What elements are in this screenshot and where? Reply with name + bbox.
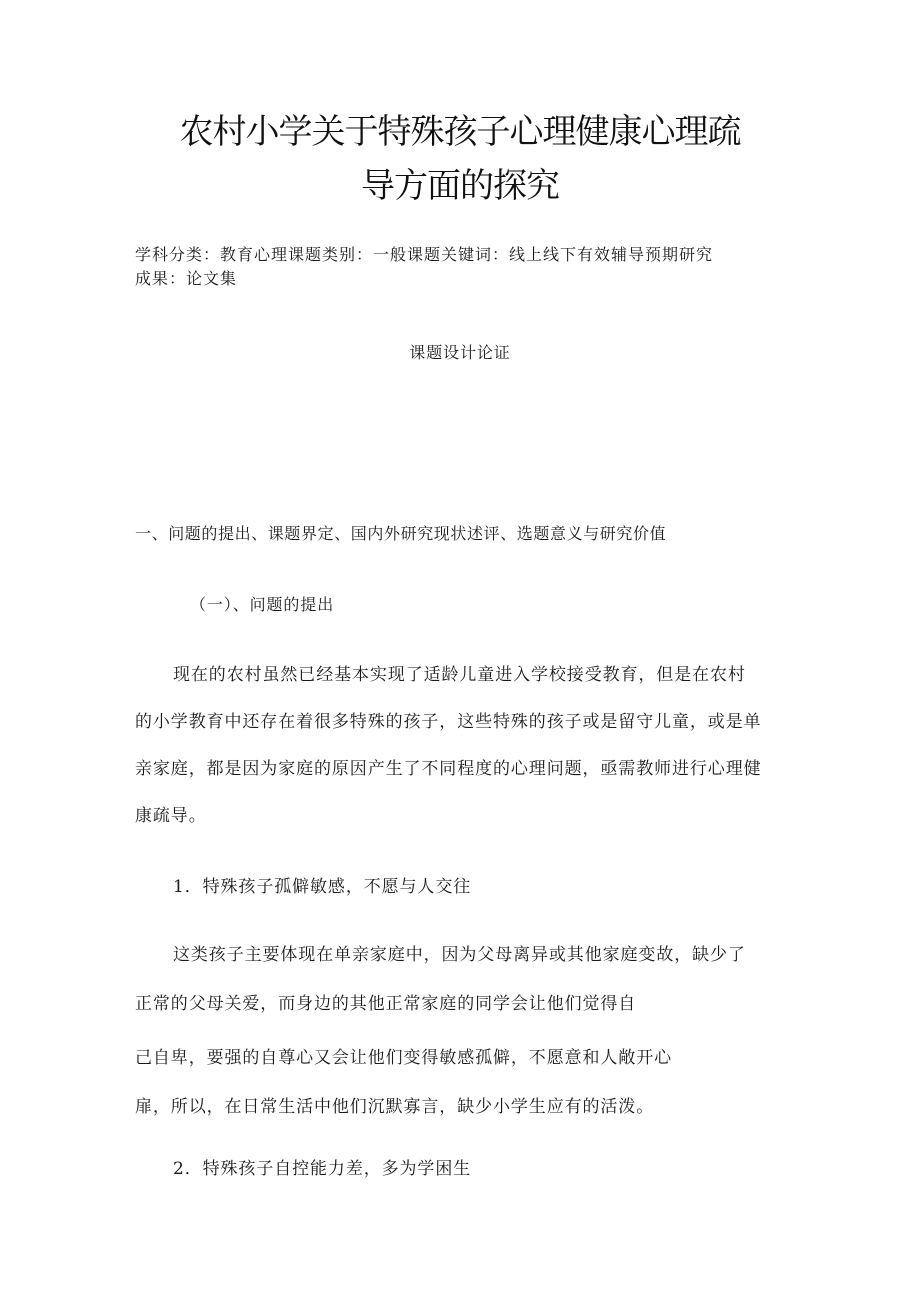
paragraph-1-line-3: 亲家庭，都是因为家庭的原因产生了不同程度的心理问题，亟需教师进行心理健 (135, 759, 762, 779)
paragraph-1-line-1: 现在的农村虽然已经基本实现了适龄儿童进入学校接受教育，但是在农村 (173, 665, 746, 685)
part1-heading: 一、问题的提出、课题界定、国内外研究现状述评、选题意义与研究价值 (135, 524, 667, 543)
subsection-heading: （一）、问题的提出 (190, 595, 335, 614)
paragraph-1-line-2: 的小学教育中还存在着很多特殊的孩子，这些特殊的孩子或是留守儿童，或是单 (135, 712, 762, 732)
paragraph-2-line-3: 己自卑，要强的自尊心又会让他们变得敏感孤僻，不愿意和人敞开心 (135, 1048, 672, 1068)
point-2-heading: 2．特殊孩子自控能力差，多为学困生 (173, 1159, 472, 1179)
meta-line-2: 成果：论文集 (135, 269, 238, 288)
paragraph-2-line-4: 扉，所以，在日常生活中他们沉默寡言，缺少小学生应有的活泼。 (135, 1097, 655, 1117)
paragraph-1-line-4: 康疏导。 (135, 806, 207, 826)
document-title-line-2: 导方面的探究 (361, 166, 559, 206)
paragraph-2-line-1: 这类孩子主要体现在单亲家庭中，因为父母离异或其他家庭变故，缺少了 (173, 945, 746, 965)
meta-line-1: 学科分类：教育心理课题类别：一般课题关键词：线上线下有效辅导预期研究 (135, 245, 714, 264)
point-1-heading: 1．特殊孩子孤僻敏感，不愿与人交往 (173, 877, 472, 897)
paragraph-2-line-2: 正常的父母关爱，而身边的其他正常家庭的同学会让他们觉得自 (135, 994, 637, 1014)
section-heading: 课题设计论证 (409, 343, 511, 362)
document-title-line-1: 农村小学关于特殊孩子心理健康心理疏 (179, 112, 741, 152)
